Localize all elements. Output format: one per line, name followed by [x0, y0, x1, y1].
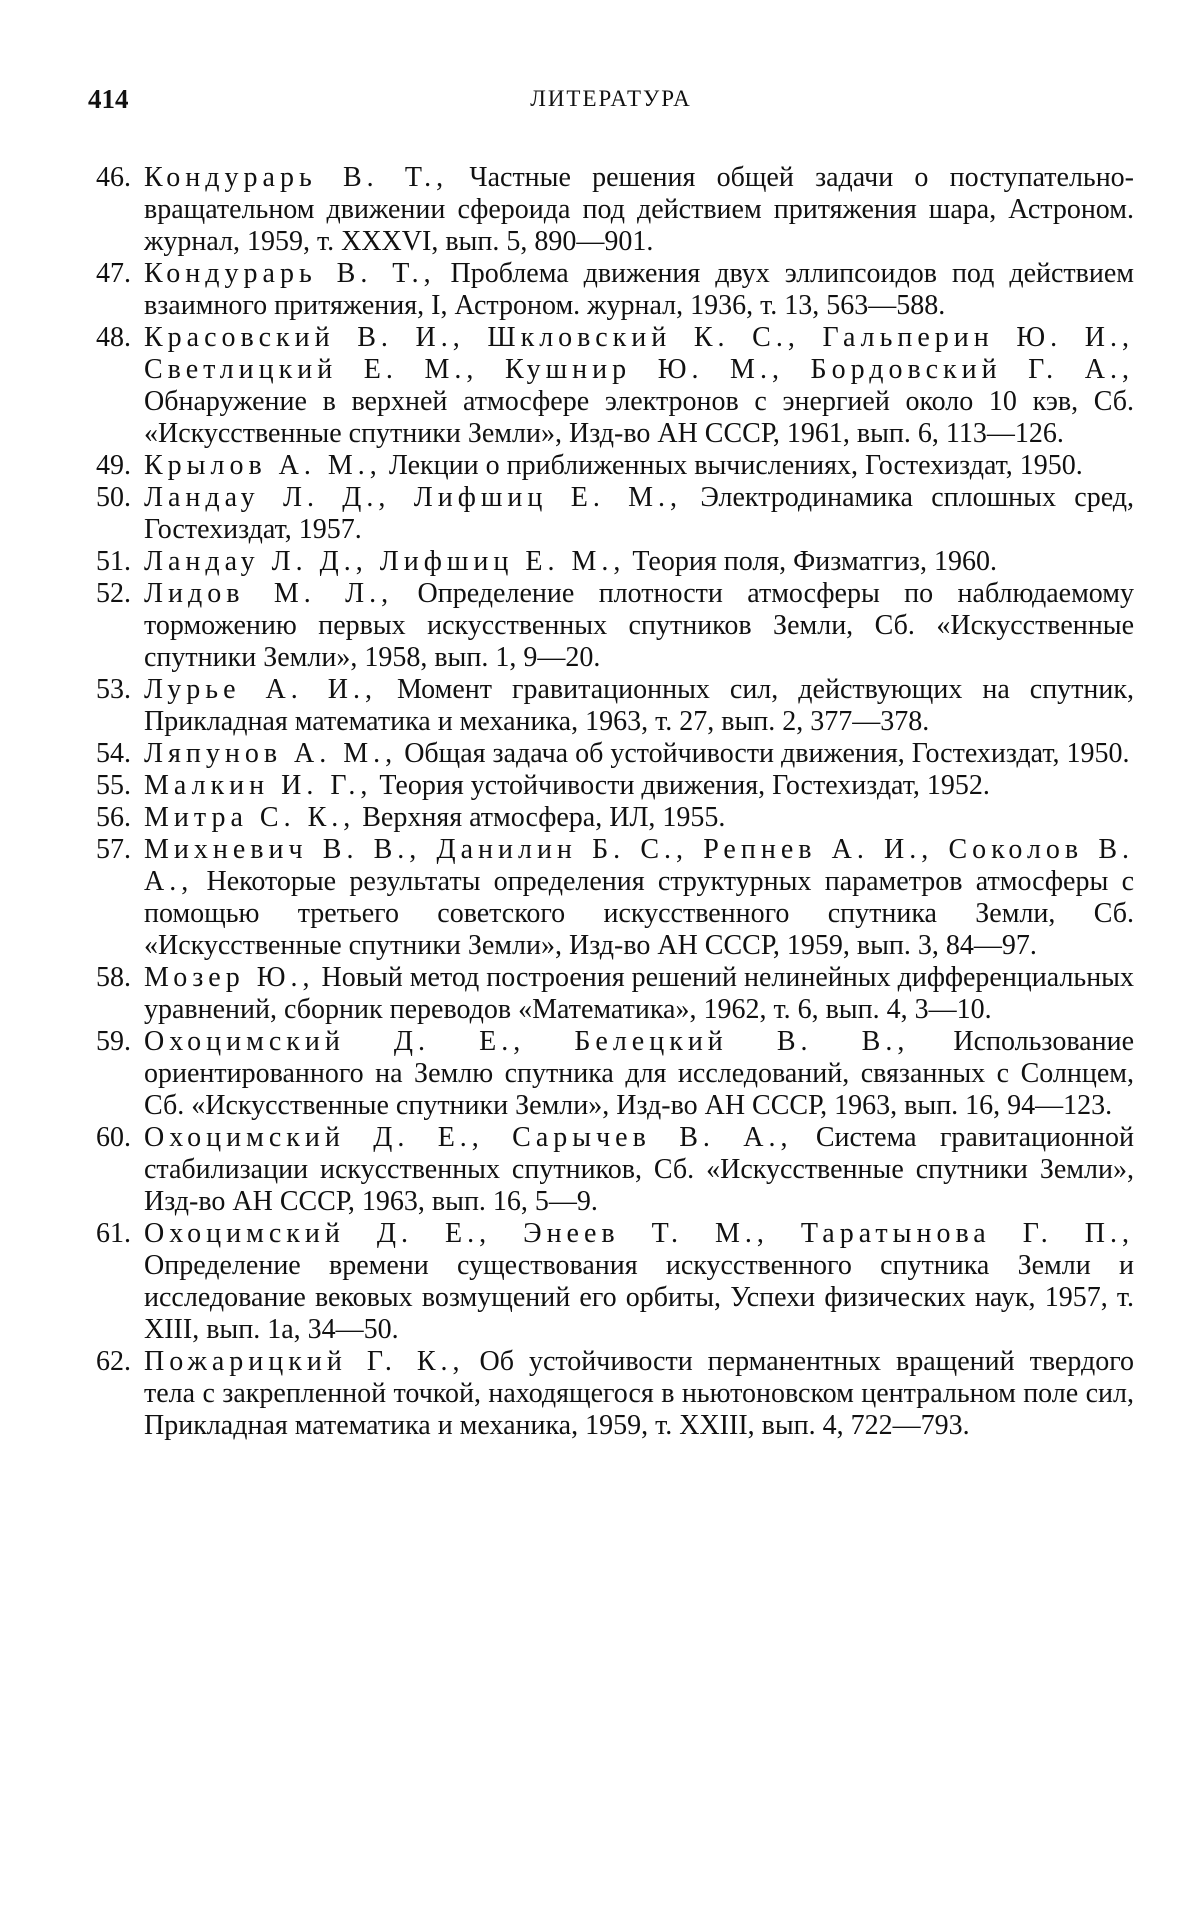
reference-number: 48.: [96, 322, 131, 353]
reference-number: 56.: [96, 802, 131, 833]
reference-list: [96, 162, 1134, 1442]
reference-authors: Кондурарь В. Т.,: [144, 258, 436, 289]
reference-authors: Мозер Ю.,: [144, 962, 315, 993]
reference-authors: Ляпунов А. М.,: [144, 738, 398, 769]
reference-item: [96, 450, 1134, 482]
reference-authors: Митра С. К.,: [144, 802, 356, 833]
reference-item: [96, 738, 1134, 770]
reference-text: Об устойчивости перманентных вращений твердого тела с закрепленной точкой, находящегося в ньютоновском центральном поле сил, Прикладная математика и механика, 1959, т. XXIII, вып. 4, 722—793.: [144, 1346, 1134, 1441]
reference-authors: Кондурарь В. Т.,: [144, 162, 449, 193]
reference-number: 62.: [96, 1346, 131, 1377]
reference-text: Использование ориентированного на Землю спутника для исследований, связанных с Солнцем, Сб. «Искусственные спутники Земли», Изд-во АН СССР, 1963, вып. 16, 94—123.: [144, 1026, 1134, 1121]
reference-item: [96, 578, 1134, 674]
reference-number: 50.: [96, 482, 131, 513]
reference-authors: Малкин И. Г.,: [144, 770, 373, 801]
reference-authors: Охоцимский Д. Е., Энеев Т. М., Таратынова Г. П.,: [144, 1218, 1134, 1249]
reference-text: Теория устойчивости движения, Гостехиздат, 1952.: [372, 770, 990, 801]
reference-item: [96, 834, 1134, 962]
reference-number: 57.: [96, 834, 131, 865]
reference-item: [96, 1122, 1134, 1218]
reference-text: Определение плотности атмосферы по наблюдаемому торможению первых искусственных спутников Земли, Сб. «Искусственные спутники Земли», 1958, вып. 1, 9—20.: [144, 578, 1134, 673]
reference-item: [96, 674, 1134, 738]
reference-item: [96, 770, 1134, 802]
reference-number: 51.: [96, 546, 131, 577]
reference-authors: Крылов А. М.,: [144, 450, 382, 481]
reference-number: 54.: [96, 738, 131, 769]
reference-number: 60.: [96, 1122, 131, 1153]
reference-text: Момент гравитационных сил, действующих на спутник, Прикладная математика и механика, 1963, т. 27, вып. 2, 377—378.: [144, 674, 1134, 737]
reference-item: [96, 162, 1134, 258]
page-header: [88, 84, 1134, 120]
reference-text: Обнаружение в верхней атмосфере электронов с энергией около 10 кэв, Сб. «Искусственные спутники Земли», Изд-во АН СССР, 1961, вып. 6, 113—126.: [144, 386, 1134, 449]
reference-item: [96, 258, 1134, 322]
reference-number: 58.: [96, 962, 131, 993]
reference-text: Некоторые результаты определения структурных параметров атмосферы с помощью третьего советского искусственного спутника Земли, Сб. «Искусственные спутники Земли», Изд-во АН СССР, 1959, вып. 3, 84—97.: [144, 866, 1134, 961]
reference-text: Система гравитационной стабилизации искусственных спутников, Сб. «Искусственные спутники Земли», Изд-во АН СССР, 1963, вып. 16, 5—9.: [144, 1122, 1134, 1217]
reference-number: 59.: [96, 1026, 131, 1057]
reference-item: [96, 1218, 1134, 1346]
reference-authors: Ландау Л. Д., Лифшиц Е. М.,: [144, 482, 683, 513]
reference-text: Лекции о приближенных вычислениях, Гостехиздат, 1950.: [381, 450, 1083, 481]
reference-authors: Красовский В. И., Шкловский К. С., Гальперин Ю. И., Светлицкий Е. М., Кушнир Ю. М., Бордовский Г. А.,: [144, 322, 1134, 385]
reference-item: [96, 1026, 1134, 1122]
reference-number: 53.: [96, 674, 131, 705]
reference-text: Новый метод построения решений нелинейных дифференциальных уравнений, сборник переводов «Математика», 1962, т. 6, вып. 4, 3—10.: [144, 962, 1134, 1025]
reference-number: 46.: [96, 162, 131, 193]
reference-authors: Лурье А. И.,: [144, 674, 377, 705]
running-head: ЛИТЕРАТУРА: [530, 86, 692, 111]
reference-text: Проблема движения двух эллипсоидов под действием взаимного притяжения, I, Астроном. журнал, 1936, т. 13, 563—588.: [144, 258, 1134, 321]
reference-number: 61.: [96, 1218, 131, 1249]
reference-text: Верхняя атмосфера, ИЛ, 1955.: [355, 802, 726, 833]
reference-text: Частные решения общей задачи о поступательно-вращательном движении сфероида под действием притяжения шара, Астроном. журнал, 1959, т. XXXVI, вып. 5, 890—901.: [144, 162, 1135, 257]
reference-item: [96, 322, 1134, 450]
reference-item: [96, 546, 1134, 578]
reference-number: 52.: [96, 578, 131, 609]
reference-number: 49.: [96, 450, 131, 481]
reference-item: [96, 482, 1134, 546]
reference-authors: Лидов М. Л.,: [144, 578, 394, 609]
reference-text: Определение времени существования искусственного спутника Земли и исследование вековых возмущений его орбиты, Успехи физических наук, 1957, т. XIII, вып. 1а, 34—50.: [144, 1250, 1134, 1345]
reference-authors: Охоцимский Д. Е., Белецкий В. В.,: [144, 1026, 910, 1057]
reference-item: [96, 802, 1134, 834]
reference-authors: Охоцимский Д. Е., Сарычев В. А.,: [144, 1122, 793, 1153]
reference-item: [96, 962, 1134, 1026]
reference-item: [96, 1346, 1134, 1442]
reference-number: 55.: [96, 770, 131, 801]
reference-text: Теория поля, Физматгиз, 1960.: [625, 546, 997, 577]
reference-text: Электродинамика сплошных сред, Гостехиздат, 1957.: [144, 482, 1135, 545]
reference-number: 47.: [96, 258, 131, 289]
reference-text: Общая задача об устойчивости движения, Гостехиздат, 1950.: [397, 738, 1130, 769]
reference-authors: Михневич В. В., Данилин Б. С., Репнев А. И., Соколов В. А.,: [144, 834, 1134, 897]
reference-authors: Пожарицкий Г. К.,: [144, 1346, 465, 1377]
reference-authors: Ландау Л. Д., Лифшиц Е. М.,: [144, 546, 626, 577]
page-number: 414: [88, 84, 129, 114]
